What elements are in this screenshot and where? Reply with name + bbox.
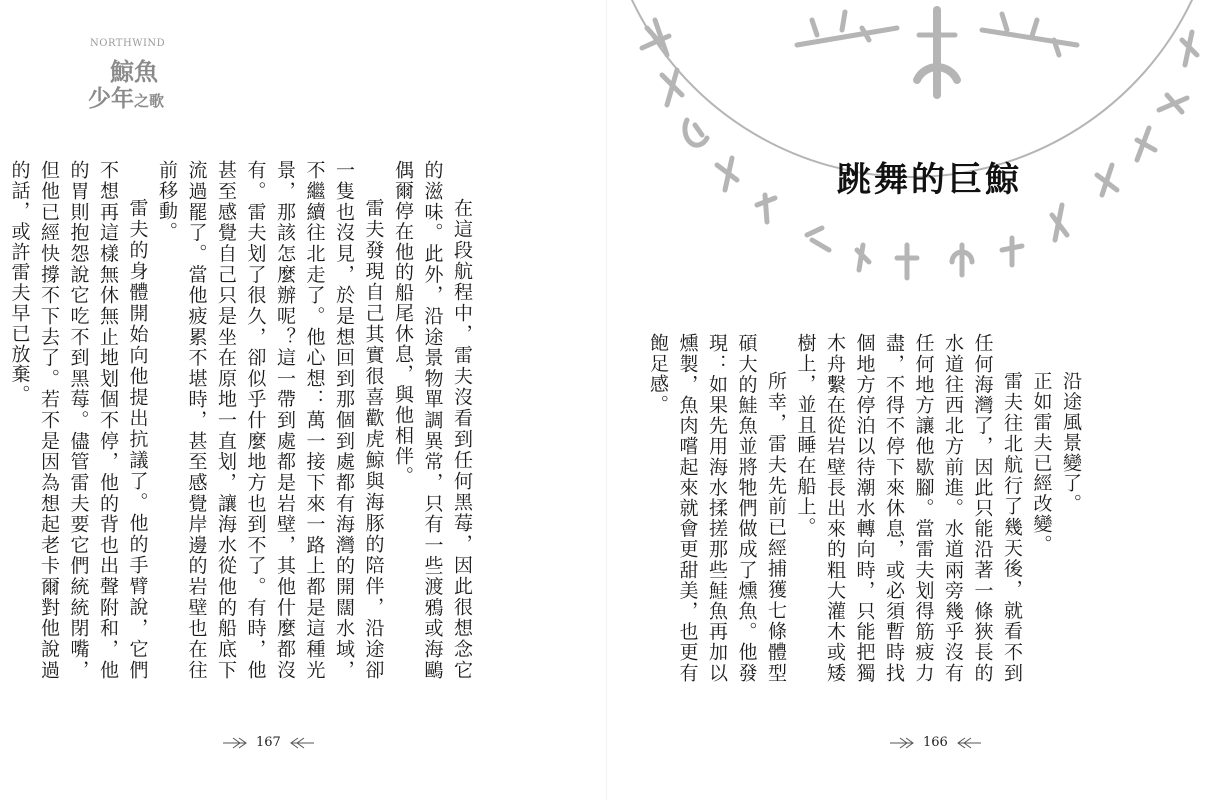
left-page-number-area <box>222 735 315 750</box>
right-body-text <box>647 333 1085 683</box>
left-paragraph-3: 雷夫的身體開始向他提出抗議了。他的手臂說，它們不想再這樣無休無止地划個不停，他的背也出聲附和，他的胃則抱怨說它吃不到黑莓。儘管雷夫要它們統統閉嘴，但他已經快撐不下去了。若不是因為想起老卡爾對他說過的話，或許雷夫早已放棄。 <box>8 160 149 680</box>
right-page <box>607 0 1214 800</box>
right-paragraph-1: 沿途風景變了。 <box>1060 371 1082 514</box>
page-number: 167 <box>256 735 281 750</box>
arrow-ornament-icon <box>289 737 315 749</box>
logo-line-2 <box>88 80 164 113</box>
logo-line-2-small: 之歌 <box>134 92 165 110</box>
left-paragraph-1: 在這段航程中，雷夫沒看到任何黑莓，因此很想念它的滋味。此外，沿途景物單調異常，只有一些渡鴉或海鷗偶爾停在他的船尾休息，與他相伴。 <box>392 160 473 680</box>
left-body-text <box>8 160 476 680</box>
left-paragraph-2: 雷夫發現自己其實很喜歡虎鯨與海豚的陪伴，沿途卻一隻也沒見，於是想回到那個到處都有海灣的開闊水域，不繼續往北走了。他心想：萬一接下來一路上都是這種光景，那該怎麼辦呢？這一帶到處都是岩壁，其他什麼都沒有。雷夫划了很久，卻似乎什麼地方也到不了。有時，他甚至感覺自己只是坐在原地一直划，讓海水從他的船底下流過罷了。當他疲累不堪時，甚至感覺岸邊的岩壁也在往前移動。 <box>156 160 385 680</box>
arrow-ornament-icon <box>956 737 982 749</box>
right-paragraph-4: 所幸，雷夫先前已經捕獲七條體型碩大的鮭魚並將牠們做成了燻魚。他發現：如果先用海水揉搓那些鮭魚再加以燻製，魚肉嚐起來就會更甜美，也更有飽足感。 <box>647 333 787 683</box>
right-page-number-area <box>889 735 982 750</box>
chapter-title: 跳舞的巨鯨 <box>837 160 1022 200</box>
right-paragraph-3: 雷夫往北航行了幾天後，就看不到任何海灣了，因此只能沿著一條狹長的水道往西北方前進。水道兩旁幾乎沒有任何地方讓他歇腳。當雷夫划得筋疲力盡，不得不停下來休息，或必須暫時找個地方停泊以待潮水轉向時，只能把獨木舟繫在從岩壁長出來的粗大灌木或矮樹上，並且睡在船上。 <box>794 333 1023 683</box>
logo-line-1: 鯨魚 <box>110 58 158 86</box>
arrow-ornament-icon <box>889 737 915 749</box>
right-paragraph-2: 正如雷夫已經改變。 <box>1030 371 1053 555</box>
series-logo <box>82 34 178 112</box>
logo-english: NORTHWIND <box>90 38 166 49</box>
logo-line-2-main: 少年 <box>88 86 134 112</box>
page-number: 166 <box>923 735 948 750</box>
vegvisir-rune-circle-icon <box>607 0 1214 300</box>
arrow-ornament-icon <box>222 737 248 749</box>
